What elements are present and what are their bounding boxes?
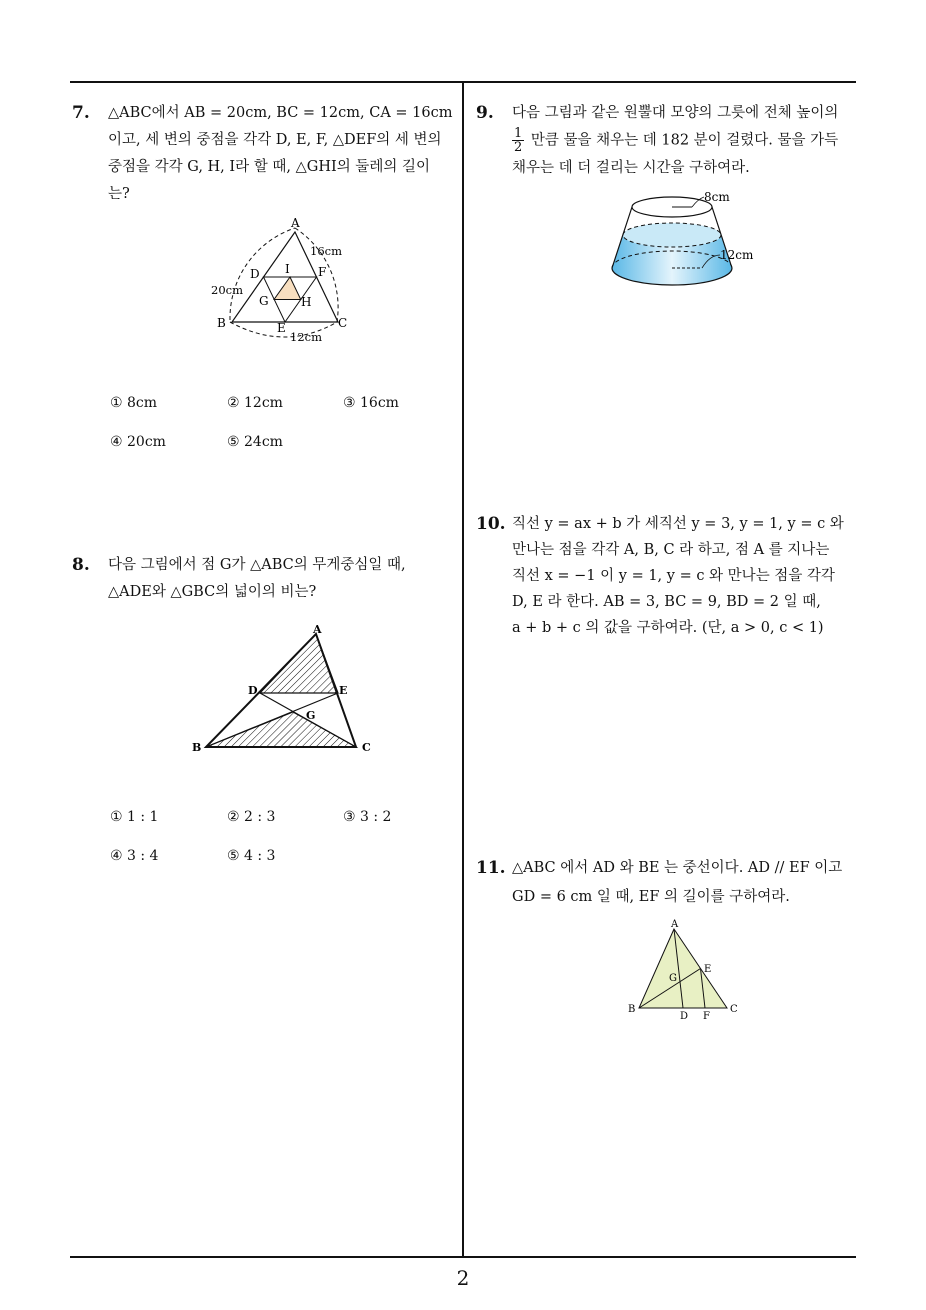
- label-g: G: [306, 709, 316, 722]
- question-text-line: $\frac{1}{2}$ 만큼 물을 채우는 데 182 분이 걸렸다. 물을 가득: [514, 126, 839, 155]
- label-d: D: [248, 684, 258, 697]
- label-bottom-radius: 12cm: [720, 248, 754, 262]
- label-a: A: [313, 623, 322, 636]
- label-c: C: [362, 741, 371, 754]
- label-bc-length: 12cm: [290, 330, 322, 344]
- q8-triangle-figure: [188, 620, 378, 760]
- question-text-line: 중점을 각각 G, H, I라 할 때, △GHI의 둘레의 길이: [108, 159, 430, 175]
- question-text-line: △ABC에서 AB = 20cm, BC = 12cm, CA = 16cm: [108, 105, 453, 121]
- question-text-line: 만나는 점을 각각 A, B, C 라 하고, 점 A 를 지나는: [512, 542, 830, 558]
- q9-frustum-figure: [600, 185, 770, 300]
- question-text-line: △ABC 에서 AD 와 BE 는 중선이다. AD // EF 이고: [512, 860, 843, 876]
- question-text-line: 다음 그림에서 점 G가 △ABC의 무게중심일 때,: [108, 557, 406, 573]
- label-c: C: [338, 316, 348, 330]
- q11-triangle-figure: [625, 915, 745, 1025]
- question-text-line: 이고, 세 변의 중점을 각각 D, E, F, △DEF의 세 변의: [108, 132, 442, 148]
- label-a: A: [671, 919, 679, 930]
- question-number: 7.: [72, 103, 90, 123]
- question-number: 10.: [476, 514, 506, 534]
- label-e: E: [339, 684, 348, 697]
- label-g: G: [259, 294, 269, 308]
- q8-option-4[interactable]: ④ 3 : 4: [110, 848, 159, 864]
- label-f: F: [318, 265, 327, 279]
- label-top-radius: 8cm: [704, 190, 730, 204]
- q7-option-4[interactable]: ④ 20cm: [110, 434, 166, 450]
- page-number: 2: [456, 1266, 470, 1290]
- label-e: E: [704, 964, 712, 975]
- label-d: D: [250, 267, 260, 281]
- label-e: E: [277, 321, 286, 335]
- question-text-line: 다음 그림과 같은 원뿔대 모양의 그릇에 전체 높이의: [512, 105, 839, 121]
- question-text-line: 직선 y = ax + b 가 세직선 y = 3, y = 1, y = c 와: [512, 516, 844, 532]
- label-ca-length: 16cm: [310, 244, 342, 258]
- question-10: [476, 511, 861, 641]
- q7-option-5[interactable]: ⑤ 24cm: [227, 434, 283, 450]
- label-d: D: [680, 1011, 689, 1022]
- q7-triangle-figure: [205, 212, 365, 347]
- label-b: B: [192, 741, 202, 754]
- label-ab-length: 20cm: [211, 283, 243, 297]
- question-text-line: D, E 라 한다. AB = 3, BC = 9, BD = 2 일 때,: [512, 594, 821, 610]
- question-number: 9.: [476, 103, 494, 123]
- question-number: 8.: [72, 555, 90, 575]
- q7-option-3[interactable]: ③ 16cm: [343, 395, 399, 411]
- question-11: [476, 854, 861, 912]
- question-text-line: GD = 6 cm 일 때, EF 의 길이를 구하여라.: [512, 889, 790, 905]
- fraction-one-half: $\frac{1}{2}$: [514, 126, 523, 155]
- label-f: F: [703, 1011, 710, 1022]
- question-number: 11.: [476, 858, 506, 878]
- q8-option-3[interactable]: ③ 3 : 2: [343, 809, 392, 825]
- label-a: A: [291, 216, 300, 230]
- bottom-rule: [70, 1256, 856, 1258]
- question-text-line: 채우는 데 더 걸리는 시간을 구하여라.: [512, 159, 750, 176]
- label-g: G: [669, 973, 677, 984]
- label-h: H: [301, 295, 312, 309]
- question-text-line: 직선 x = −1 이 y = 1, y = c 와 만나는 점을 각각: [512, 568, 835, 584]
- column-divider: [462, 82, 464, 1257]
- question-7: [72, 100, 462, 208]
- q8-option-5[interactable]: ⑤ 4 : 3: [227, 848, 276, 864]
- q8-option-1[interactable]: ① 1 : 1: [110, 809, 159, 825]
- label-i: I: [285, 262, 290, 276]
- label-b: B: [217, 316, 226, 330]
- label-b: B: [628, 1004, 636, 1015]
- question-text-line: a + b + c 의 값을 구하여라. (단, a > 0, c < 1): [512, 620, 824, 636]
- question-9: [476, 100, 861, 182]
- question-text-line: 는?: [108, 186, 130, 202]
- q7-option-1[interactable]: ① 8cm: [110, 395, 158, 411]
- label-c: C: [730, 1004, 738, 1015]
- question-8: [72, 552, 462, 606]
- q7-option-2[interactable]: ② 12cm: [227, 395, 283, 411]
- q8-option-2[interactable]: ② 2 : 3: [227, 809, 276, 825]
- question-text-line: △ADE와 △GBC의 넓이의 비는?: [108, 584, 317, 600]
